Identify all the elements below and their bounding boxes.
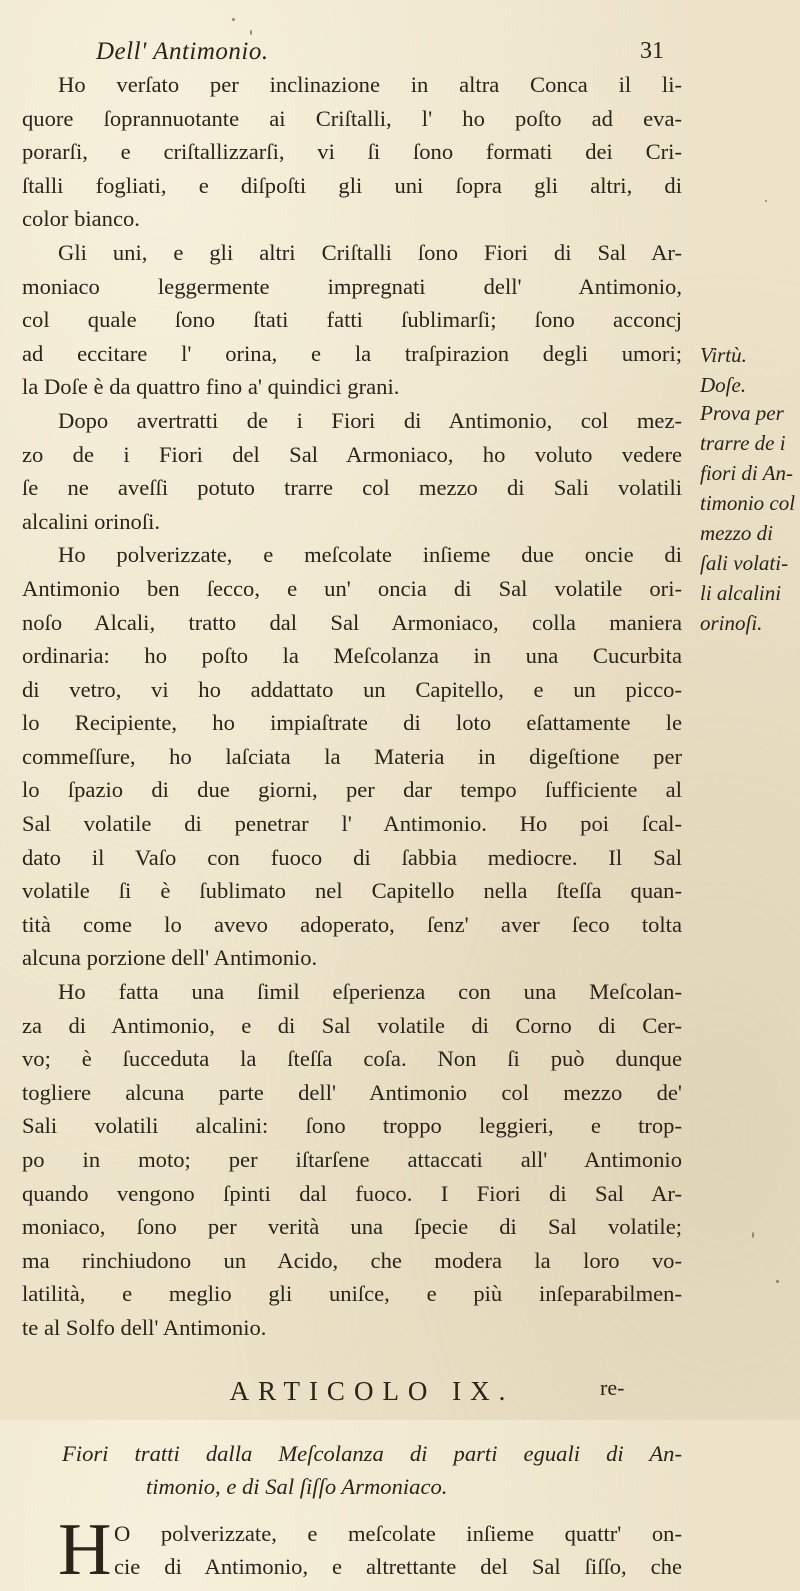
text-line: porarſi, e criſtallizzarſi, vi ſi ſono formati dei Cri- [22, 139, 682, 165]
text-line: color bianco. [22, 206, 140, 232]
article-subtitle: timonio, e di Sal ſiſſo Armoniaco. [146, 1473, 448, 1499]
text-line: Dopo avertratti de i Fiori di Antimonio, col mez- [58, 407, 682, 433]
drop-cap-letter: H [58, 1508, 112, 1591]
text-line: moniaco, ſono per verità una ſpecie di Sal volatile; [22, 1214, 682, 1240]
margin-note-virtu [700, 340, 800, 400]
section-spacer [22, 1345, 682, 1369]
text-line: Ho polverizzate, e meſcolate inſieme due oncie di [58, 542, 682, 568]
text-line: quore ſoprannuotante ai Criſtalli, l' ho poſto ad eva- [22, 105, 682, 131]
text-line: O polverizzate, e meſcolate inſieme quattr' on- [114, 1520, 682, 1546]
text-line: Sal volatile di penetrar l' Antimonio. Ho poi ſcal- [22, 811, 682, 837]
dropcap-paragraph [22, 1508, 682, 1591]
text-line: di vetro, vi ho addattato un Capitello, e un picco- [22, 676, 682, 702]
paper-speck [776, 1280, 779, 1283]
text-line: la Doſe è da quattro fino a' quindici grani. [22, 374, 400, 400]
margin-note-prova [700, 398, 800, 638]
catchword: re- [600, 1375, 625, 1400]
margin-note-line: timonio col [700, 491, 796, 515]
text-line: Gli uni, e gli altri Criſtalli ſono Fiori di Sal Ar- [58, 239, 682, 265]
paper-speck [250, 30, 252, 35]
margin-note-line: mezzo di [700, 521, 773, 545]
text-line: moniaco leggermente impregnati dell' Antimonio, [22, 273, 682, 299]
text-line: noſo Alcali, tratto dal Sal Armoniaco, colla maniera [22, 609, 682, 635]
text-line: alcalini orinoſi. [22, 508, 161, 534]
text-line: togliere alcuna parte dell' Antimonio col mezzo de' [22, 1079, 682, 1105]
margin-note-line: li alcalini [700, 581, 782, 605]
text-line: ma rinchiudono un Acido, che modera la loro vo- [22, 1247, 682, 1273]
text-line: ordinaria: ho poſto la Meſcolanza in una Cucurbita [22, 643, 682, 669]
text-line: Ho fatta una ſimil eſperienza con una Meſcolan- [58, 979, 682, 1005]
text-line: dato il Vaſo con fuoco di ſabbia mediocre. Il Sal [22, 844, 682, 870]
text-line: zo de i Fiori del Sal Armoniaco, ho voluto vedere [22, 441, 682, 467]
paper-speck [232, 18, 235, 21]
running-title: Dell' Antimonio. [96, 38, 269, 65]
text-line: te al Solfo dell' Antimonio. [22, 1314, 267, 1340]
text-line: quando vengono ſpinti dal fuoco. I Fiori di Sal Ar- [22, 1180, 682, 1206]
text-line: lo ſpazio di due giorni, per dar tempo ſufficiente al [22, 777, 682, 803]
text-line: ad eccitare l' orina, e la traſpirazion degli umori; [22, 340, 682, 366]
text-line: po in moto; per iſtarſene attaccati all' Antimonio [22, 1147, 682, 1172]
text-line: latilità, e meglio gli uniſce, e più inſeparabilmen- [22, 1281, 682, 1307]
text-line: Antimonio ben ſecco, e un' oncia di Sal volatile ori- [22, 575, 682, 601]
main-text [22, 68, 682, 1591]
text-line: lo Recipiente, ho impiaſtrate di loto eſattamente le [22, 710, 682, 736]
article-heading: ARTICOLO IX. [229, 1375, 515, 1406]
margin-note-line: fiori di An- [700, 461, 793, 485]
section-spacer [22, 1413, 682, 1437]
text-line: volatile ſi è ſublimato nel Capitello nella ſteſſa quan- [22, 878, 682, 904]
text-line: za di Antimonio, e di Sal volatile di Corno di Cer- [22, 1012, 682, 1038]
text-line: tità come lo avevo adoperato, ſenz' aver ſeco tolta [22, 911, 682, 937]
margin-note-line: ſali volati- [700, 551, 789, 575]
margin-note-line: Doſe. [700, 373, 747, 397]
margin-note-line: trarre de i [700, 431, 786, 455]
margin-note-line: Prova per [700, 401, 784, 425]
text-line: alcuna porzione dell' Antimonio. [22, 945, 318, 971]
text-line: ſe ne aveſſi potuto trarre col mezzo di Sali volatili [22, 475, 682, 501]
text-line: cie di Antimonio, e altrettante del Sal ſiſſo, che [114, 1553, 682, 1579]
margin-note-line: Virtù. [700, 343, 747, 367]
text-line: commeſſure, ho laſciata la Materia in digeſtione per [22, 743, 682, 769]
page-header [0, 38, 800, 68]
text-line: col quale ſono ſtati fatti ſublimarſi; ſono acconcj [22, 307, 682, 333]
text-line: ſtalli fogliati, e diſpoſti gli uni ſopra gli altri, di [22, 172, 682, 198]
article-subtitle: Fiori tratti dalla Meſcolanza di parti eguali di An- [62, 1440, 682, 1466]
page-number: 31 [640, 38, 664, 64]
text-line: vo; è ſucceduta la ſteſſa coſa. Non ſi può dunque [22, 1046, 682, 1072]
margin-note-line: orinoſi. [700, 611, 763, 635]
text-line: Sali volatili alcalini: ſono troppo leggieri, e trop- [22, 1113, 682, 1139]
paper-speck [765, 200, 767, 202]
paper-speck [752, 1232, 754, 1238]
text-line: Ho verſato per inclinazione in altra Conca il li- [58, 72, 682, 97]
